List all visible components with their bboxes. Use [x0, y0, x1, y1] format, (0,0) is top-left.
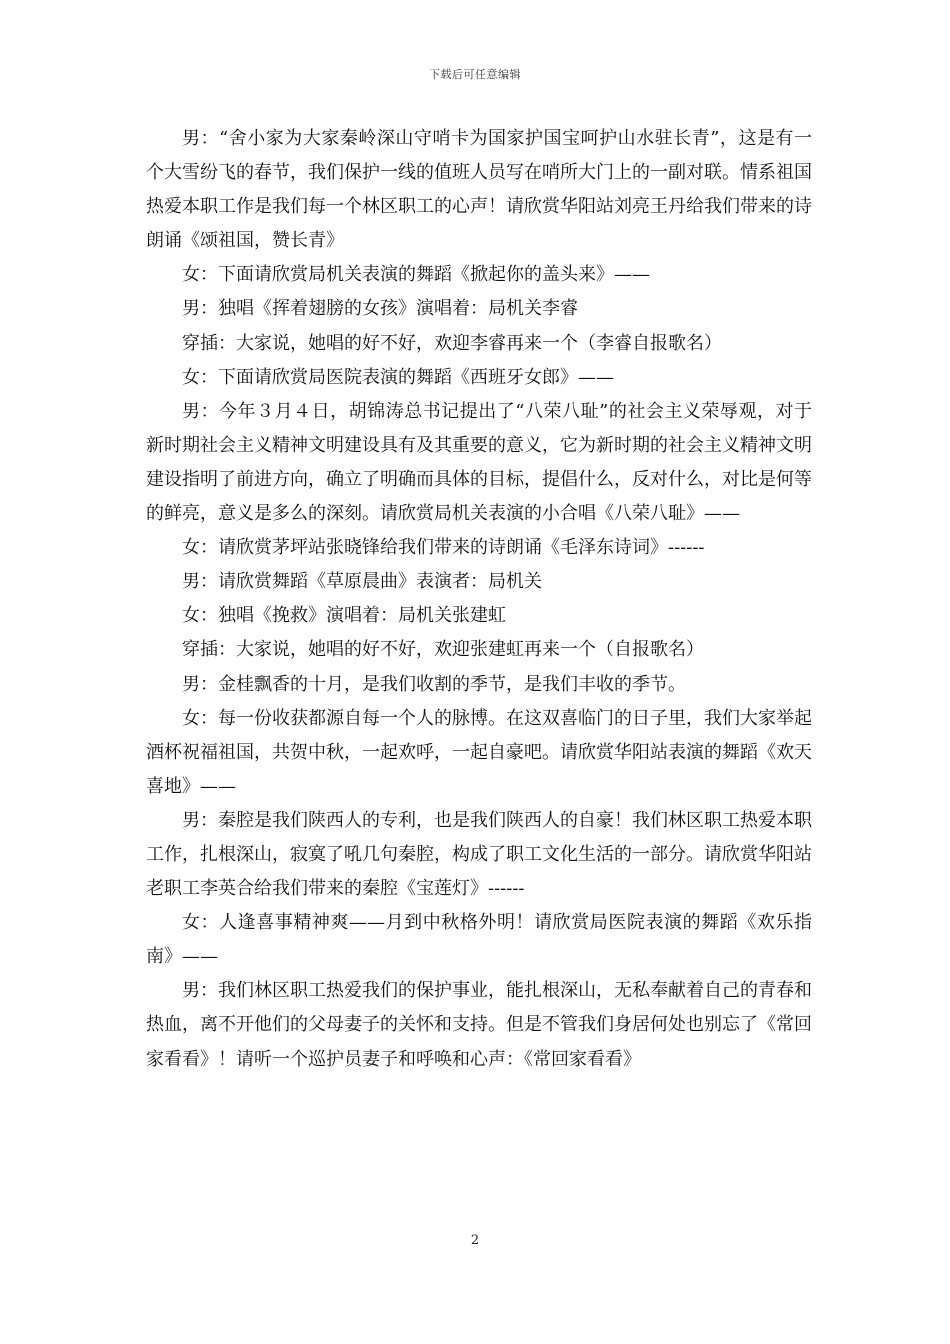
paragraph: 男：我们林区职工热爱我们的保护事业，能扎根深山，无私奉献着自己的青春和热血，离不开他们的父母妻子的关怀和支持。但是不管我们身居何处也别忘了《常回家看看》！请听一个巡护员妻子和呼唤和心声：《常回家看看》: [146, 980, 812, 1070]
paragraph: 男：今年３月４日，胡锦涛总书记提出了“八荣八耻”的社会主义荣辱观，对于新时期社会主义精神文明建设具有及其重要的意义，它为新时期的社会主义精神文明建设指明了前进方向，确立了明确而具体的目标，提倡什么，反对什么，对比是何等的鲜亮，意义是多么的深刻。请欣赏局机关表演的小合唱《八荣八耻》——: [146, 400, 812, 525]
paragraph: 穿插：大家说，她唱的好不好，欢迎李睿再来一个（李睿自报歌名）: [182, 332, 722, 354]
paragraph: 男：“舍小家为大家秦岭深山守哨卡为国家护国宝呵护山水驻长青”，这是有一个大雪纷飞的春节，我们保护一线的值班人员写在哨所大门上的一副对联。情系祖国热爱本职工作是我们每一个林区职工的心声！请欣赏华阳站刘亮王丹给我们带来的诗朗诵《颂祖国，赞长青》: [146, 128, 812, 252]
page-header: 下载后可任意编辑: [429, 68, 521, 81]
paragraph: 女：下面请欣赏局机关表演的舞蹈《掀起你的盖头来》——: [182, 264, 650, 286]
paragraph: 男：金桂飘香的十月，是我们收割的季节，是我们丰收的季节。: [182, 673, 686, 695]
document-body: [146, 122, 812, 1077]
paragraph: 女：下面请欣赏局医院表演的舞蹈《西班牙女郎》——: [182, 366, 614, 388]
paragraph: 女：独唱《挽救》演唱着：局机关张建虹: [182, 605, 506, 627]
paragraph: 女：人逢喜事精神爽——月到中秋格外明！请欣赏局医院表演的舞蹈《欢乐指南》——: [146, 912, 812, 968]
paragraph: 男：秦腔是我们陕西人的专利，也是我们陕西人的自豪！我们林区职工热爱本职工作，扎根深山，寂寞了吼几句秦腔，构成了职工文化生活的一部分。请欣赏华阳站老职工李英合给我们带来的秦腔《宝莲灯》------: [146, 809, 812, 900]
paragraph: 男：请欣赏舞蹈《草原晨曲》表演者：局机关: [182, 571, 542, 593]
paragraph: 男：独唱《挥着翅膀的女孩》演唱着：局机关李睿: [182, 298, 578, 320]
paragraph: 穿插：大家说，她唱的好不好，欢迎张建虹再来一个（自报歌名）: [182, 639, 704, 661]
paragraph: 女：请欣赏茅坪站张晓锋给我们带来的诗朗诵《毛泽东诗词》------: [182, 537, 705, 559]
paragraph: 女：每一份收获都源自每一个人的脉博。在这双喜临门的日子里，我们大家举起酒杯祝福祖国，共贺中秋，一起欢呼，一起自豪吧。请欣赏华阳站表演的舞蹈《欢天喜地》——: [146, 707, 812, 797]
page-number: 2: [470, 1233, 480, 1248]
